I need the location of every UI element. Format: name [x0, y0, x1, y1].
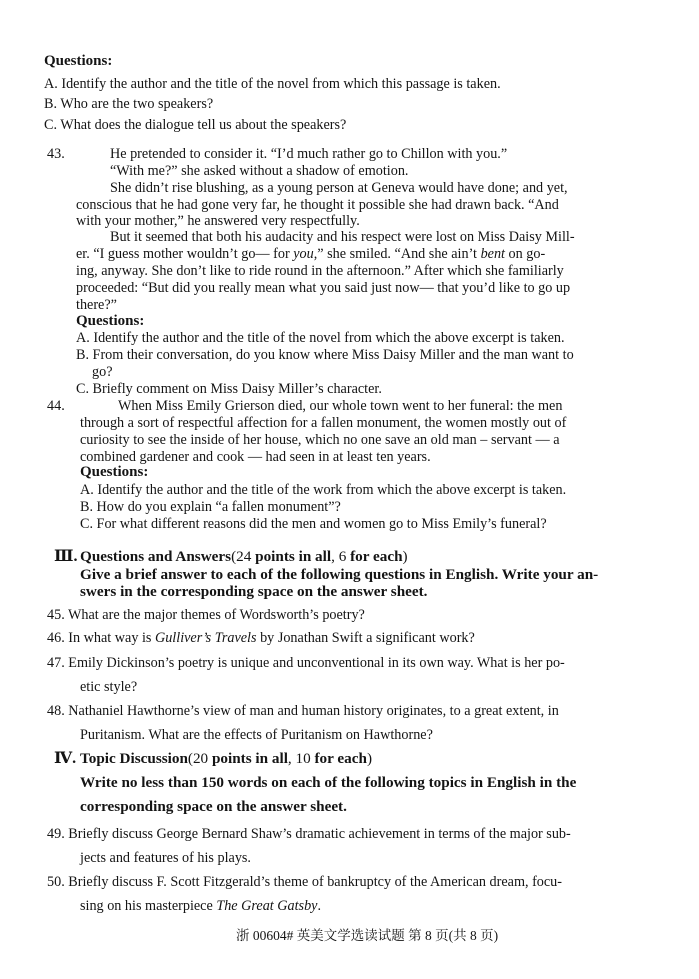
section-4-points-post: ) [366, 750, 372, 767]
question-50-title: The Great Gatsby [216, 898, 318, 914]
passage-line: combined gardener and cook — had seen in at least ten years. [80, 449, 431, 465]
question-44-b: B. How do you explain “a fallen monument”? [80, 499, 341, 515]
question-46-text: 46. In what way is [47, 630, 155, 646]
question-49: 49. Briefly discuss George Bernard Shaw’s dramatic achievement in terms of the major sub- [47, 826, 571, 842]
section-3-title: Questions and Answers [80, 548, 232, 565]
passage-text: on go- [505, 246, 546, 262]
question-47-cont: etic style? [80, 679, 138, 695]
question-50-text-end: . [317, 898, 322, 914]
questions-heading: Questions: [44, 53, 113, 69]
section-3-instruction-cont: swers in the corresponding space on the answer sheet. [80, 583, 428, 600]
question-48-cont: Puritanism. What are the effects of Puritanism on Hawthorne? [80, 727, 433, 743]
passage-italic-bent: bent [480, 246, 505, 262]
section-4-instruction: Write no less than 150 words on each of the following topics in English in the [80, 774, 577, 791]
question-item-b: B. Who are the two speakers? [44, 96, 214, 112]
section-3-points-sep: , 6 [331, 548, 351, 565]
question-46-title: Gulliver’s Travels [154, 630, 257, 646]
section-3-points-pre: (24 [231, 548, 256, 565]
section-4-points-pre: (20 [187, 750, 212, 767]
question-item-a: A. Identify the author and the title of the novel from which this passage is taken. [44, 76, 501, 92]
question-43-b-cont: go? [92, 364, 113, 380]
passage-text: ,” she smiled. “And she ain’t [313, 246, 481, 262]
section-4-title: Topic Discussion [80, 750, 188, 767]
question-43-c: C. Briefly comment on Miss Daisy Miller’s character. [76, 381, 382, 397]
questions-heading-44: Questions: [80, 464, 149, 480]
question-50: 50. Briefly discuss F. Scott Fitzgerald’s theme of bankruptcy of the American dream, focu- [47, 874, 563, 890]
passage-line: there?” [76, 297, 117, 313]
section-4-points-text: points in all [211, 750, 288, 767]
question-50-cont [80, 898, 321, 915]
question-49-cont: jects and features of his plays. [80, 850, 251, 866]
question-46-text-end: by Jonathan Swift a significant work? [256, 630, 475, 646]
passage-text: er. “I guess mother wouldn’t go— for [76, 246, 294, 262]
passage-line: curiosity to see the inside of her house, which no one save an old man – servant — a [80, 432, 560, 448]
question-45: 45. What are the major themes of Wordsworth’s poetry? [47, 607, 365, 623]
section-4-points-each: for each [314, 750, 367, 767]
passage-line: conscious that he had gone very far, he thought it possible she had drawn back. “And [76, 197, 559, 213]
passage-line: with your mother,” he answered very respectfully. [76, 213, 360, 229]
passage-italic-you: you [293, 246, 314, 262]
question-44-a: A. Identify the author and the title of the work from which the above excerpt is taken. [80, 482, 567, 498]
question-47: 47. Emily Dickinson’s poetry is unique and unconventional in its own way. What is her po- [47, 655, 565, 671]
passage-line: He pretended to consider it. “I’d much rather go to Chillon with you.” [110, 146, 508, 162]
passage-line: ing, anyway. She don’t like to ride round in the afternoon.” After which she familiarly [76, 263, 564, 279]
passage-line: through a sort of respectful affection for a fallen monument, the women mostly out of [80, 415, 567, 431]
passage-line: “With me?” she asked without a shadow of emotion. [110, 163, 409, 179]
passage-line-mixed [76, 246, 545, 263]
question-43-a: A. Identify the author and the title of the novel from which the above excerpt is taken. [76, 330, 565, 346]
section-4-numeral: Ⅳ. [54, 750, 77, 767]
section-3-points-text: points in all [255, 548, 332, 565]
question-48: 48. Nathaniel Hawthorne’s view of man and human history originates, to a great extent, in [47, 703, 559, 719]
question-item-c: C. What does the dialogue tell us about the speakers? [44, 117, 347, 133]
section-4-instruction-cont: corresponding space on the answer sheet. [80, 798, 347, 815]
section-3-instruction: Give a brief answer to each of the following questions in English. Write your an- [80, 566, 599, 583]
question-46 [47, 630, 475, 647]
passage-line: She didn’t rise blushing, as a young person at Geneva would have done; and yet, [110, 180, 568, 196]
section-3-numeral: Ⅲ. [54, 548, 78, 565]
section-3-points-each: for each [350, 548, 403, 565]
question-44-c: C. For what different reasons did the men and women go to Miss Emily’s funeral? [80, 516, 547, 532]
question-50-text: sing on his masterpiece [80, 898, 217, 914]
question-43-b: B. From their conversation, do you know where Miss Daisy Miller and the man want to [76, 347, 574, 363]
passage-line: proceeded: “But did you really mean what you said just now— that you’d like to go up [76, 280, 571, 296]
passage-line: But it seemed that both his audacity and his respect were lost on Miss Daisy Mill- [110, 229, 575, 245]
question-number-44: 44. [47, 398, 65, 414]
passage-line: When Miss Emily Grierson died, our whole town went to her funeral: the men [118, 398, 563, 414]
page-footer: 浙 00604# 英美文学选读试题 第 8 页(共 8 页) [236, 928, 499, 943]
section-4-heading [80, 750, 372, 768]
section-4-points-sep: , 10 [287, 750, 315, 767]
questions-heading-43: Questions: [76, 313, 145, 329]
question-number-43: 43. [47, 146, 65, 162]
section-3-points-post: ) [402, 548, 408, 565]
section-3-heading [80, 548, 408, 566]
